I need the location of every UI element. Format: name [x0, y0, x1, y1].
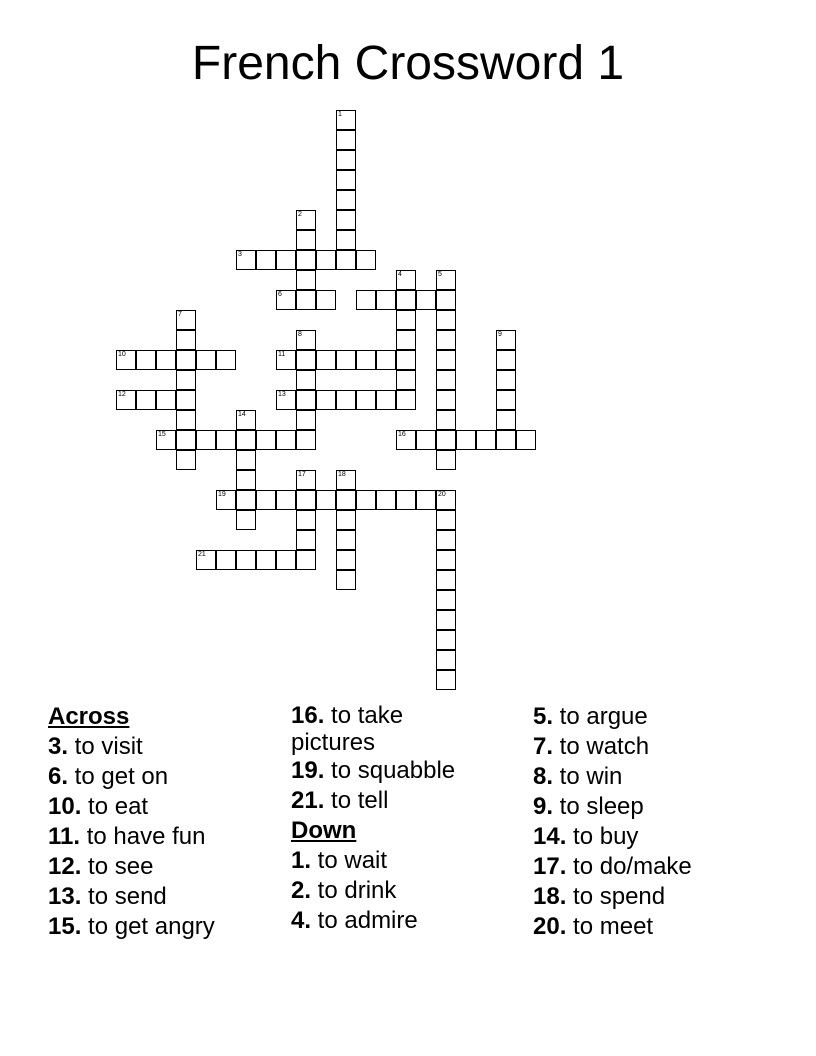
clue-7: [533, 732, 773, 762]
grid-cell[interactable]: [176, 430, 196, 450]
grid-cell[interactable]: [336, 170, 356, 190]
grid-cell[interactable]: [176, 370, 196, 390]
grid-cell[interactable]: [436, 290, 456, 310]
grid-cell[interactable]: [256, 430, 276, 450]
clue-number: 5.: [533, 703, 554, 730]
clue-text: to send: [81, 883, 167, 910]
clue-column-1: [48, 702, 278, 942]
clue-6: [48, 762, 278, 792]
grid-cell[interactable]: [276, 250, 296, 270]
clue-number: 15.: [48, 913, 82, 940]
grid-cell[interactable]: [436, 310, 456, 330]
grid-cell[interactable]: [396, 270, 416, 290]
grid-cell[interactable]: [436, 550, 456, 570]
clue-1: [291, 846, 506, 876]
grid-cell[interactable]: [336, 350, 356, 370]
clue-number-9: 9: [498, 331, 502, 338]
clue-number-11: 11: [278, 351, 286, 358]
clue-20: [533, 912, 773, 942]
clue-text: to eat: [81, 793, 149, 820]
clue-text: to spend: [566, 883, 666, 910]
grid-cell[interactable]: [336, 470, 356, 490]
grid-cell[interactable]: [176, 330, 196, 350]
grid-cell[interactable]: [336, 110, 356, 130]
clue-21: [291, 786, 506, 816]
grid-cell[interactable]: [496, 410, 516, 430]
clue-15: [48, 912, 278, 942]
grid-cell[interactable]: [436, 490, 456, 510]
clue-14: [533, 822, 773, 852]
grid-cell[interactable]: [336, 150, 356, 170]
grid-cell[interactable]: [496, 370, 516, 390]
grid-cell[interactable]: [336, 390, 356, 410]
clue-19: [291, 756, 506, 786]
clue-number: 7.: [533, 733, 554, 760]
grid-cell[interactable]: [276, 550, 296, 570]
grid-cell[interactable]: [496, 350, 516, 370]
grid-cell[interactable]: [316, 490, 336, 510]
grid-cell[interactable]: [296, 430, 316, 450]
clue-number-8: 8: [298, 331, 302, 338]
clue-11: [48, 822, 278, 852]
grid-cell[interactable]: [276, 430, 296, 450]
clue-13: [48, 882, 278, 912]
grid-cell[interactable]: [436, 330, 456, 350]
grid-cell[interactable]: [296, 510, 316, 530]
grid-cell[interactable]: [316, 290, 336, 310]
grid-cell[interactable]: [436, 610, 456, 630]
clue-number: 8.: [533, 763, 554, 790]
grid-cell[interactable]: [296, 230, 316, 250]
clue-17: [533, 852, 773, 882]
grid-cell[interactable]: [316, 350, 336, 370]
clue-text: to admire: [311, 907, 418, 934]
clue-number: 20.: [533, 913, 567, 940]
grid-cell[interactable]: [136, 350, 156, 370]
grid-cell[interactable]: [216, 550, 236, 570]
down-heading: Down: [291, 817, 357, 844]
clue-text: to tell: [324, 787, 389, 814]
clue-text: to meet: [566, 913, 654, 940]
grid-cell[interactable]: [116, 390, 136, 410]
clue-number: 13.: [48, 883, 82, 910]
grid-cell[interactable]: [436, 670, 456, 690]
clue-18: [533, 882, 773, 912]
grid-cell[interactable]: [416, 430, 436, 450]
grid-cell[interactable]: [296, 330, 316, 350]
page-title: French Crossword 1: [191, 37, 625, 90]
clue-text: to sleep: [553, 793, 644, 820]
clue-number-19: 19: [218, 491, 226, 498]
grid-cell[interactable]: [416, 490, 436, 510]
grid-cell[interactable]: [436, 570, 456, 590]
clue-number-4: 4: [398, 271, 402, 278]
grid-cell[interactable]: [496, 390, 516, 410]
clue-2: [291, 876, 506, 906]
grid-cell[interactable]: [216, 430, 236, 450]
grid-cell[interactable]: [276, 490, 296, 510]
clue-text: to wait: [311, 847, 388, 874]
grid-cell[interactable]: [336, 250, 356, 270]
clue-text: to take pictures: [291, 702, 404, 756]
clue-number-1: 1: [338, 111, 342, 118]
grid-cell[interactable]: [436, 430, 456, 450]
grid-cell[interactable]: [296, 410, 316, 430]
clue-column-3: [533, 702, 773, 942]
clue-list-col2-across: [291, 702, 506, 816]
clue-list-col3: [533, 702, 773, 942]
grid-cell[interactable]: [196, 430, 216, 450]
grid-cell[interactable]: [156, 350, 176, 370]
clue-8: [533, 762, 773, 792]
grid-cell[interactable]: [336, 230, 356, 250]
grid-cell[interactable]: [296, 270, 316, 290]
across-heading: Across: [48, 703, 130, 730]
clue-number-7: 7: [178, 311, 182, 318]
clue-number: 18.: [533, 883, 567, 910]
clue-number: 19.: [291, 757, 325, 784]
grid-cell[interactable]: [376, 290, 396, 310]
grid-cell[interactable]: [296, 390, 316, 410]
grid-cell[interactable]: [436, 350, 456, 370]
grid-cell[interactable]: [236, 550, 256, 570]
clue-number-17: 17: [298, 471, 306, 478]
grid-cell[interactable]: [296, 530, 316, 550]
grid-cell[interactable]: [396, 390, 416, 410]
grid-cell[interactable]: [356, 350, 376, 370]
grid-cell[interactable]: [296, 350, 316, 370]
grid-cell[interactable]: [296, 250, 316, 270]
clue-text: to watch: [553, 733, 650, 760]
grid-cell[interactable]: [336, 570, 356, 590]
clue-number-16: 16: [398, 431, 406, 438]
grid-cell[interactable]: [396, 490, 416, 510]
grid-cell[interactable]: [456, 430, 476, 450]
grid-cell[interactable]: [336, 550, 356, 570]
grid-cell[interactable]: [496, 430, 516, 450]
grid-cell[interactable]: [336, 490, 356, 510]
clue-number-10: 10: [118, 351, 126, 358]
grid-cell[interactable]: [276, 350, 296, 370]
clue-number: 9.: [533, 793, 554, 820]
grid-cell[interactable]: [216, 490, 236, 510]
clue-number-15: 15: [158, 431, 166, 438]
grid-cell[interactable]: [236, 490, 256, 510]
grid-cell[interactable]: [296, 490, 316, 510]
grid-cell[interactable]: [256, 550, 276, 570]
grid-cell[interactable]: [376, 390, 396, 410]
grid-cell[interactable]: [396, 310, 416, 330]
grid-cell[interactable]: [316, 250, 336, 270]
clue-9: [533, 792, 773, 822]
clue-text: to do/make: [566, 853, 692, 880]
clue-number-20: 20: [438, 491, 446, 498]
clue-list-col2-down: [291, 846, 506, 936]
grid-cell[interactable]: [196, 350, 216, 370]
grid-cell[interactable]: [336, 190, 356, 210]
clue-text: to buy: [566, 823, 639, 850]
grid-cell[interactable]: [116, 350, 136, 370]
grid-cell[interactable]: [396, 370, 416, 390]
clue-number-12: 12: [118, 391, 126, 398]
grid-cell[interactable]: [356, 250, 376, 270]
grid-cell[interactable]: [176, 350, 196, 370]
clue-number: 6.: [48, 763, 69, 790]
clue-number: 12.: [48, 853, 82, 880]
grid-cell[interactable]: [436, 650, 456, 670]
grid-cell[interactable]: [216, 350, 236, 370]
clue-4: [291, 906, 506, 936]
grid-cell[interactable]: [256, 490, 276, 510]
grid-cell[interactable]: [436, 410, 456, 430]
grid-cell[interactable]: [156, 390, 176, 410]
grid-cell[interactable]: [316, 390, 336, 410]
clue-number-14: 14: [238, 411, 246, 418]
grid-cell[interactable]: [516, 430, 536, 450]
grid-cell[interactable]: [336, 130, 356, 150]
grid-cell[interactable]: [236, 250, 256, 270]
grid-cell[interactable]: [156, 430, 176, 450]
clue-number-2: 2: [298, 211, 302, 218]
grid-cell[interactable]: [436, 510, 456, 530]
grid-cell[interactable]: [176, 450, 196, 470]
grid-cell[interactable]: [336, 510, 356, 530]
clue-number-6: 6: [278, 291, 282, 298]
grid-cell[interactable]: [436, 450, 456, 470]
grid-cell[interactable]: [336, 530, 356, 550]
clue-number-21: 21: [198, 551, 206, 558]
clue-text: to visit: [68, 733, 143, 760]
clue-list-col1: [48, 732, 278, 942]
grid-cell[interactable]: [136, 390, 156, 410]
grid-cell[interactable]: [356, 490, 376, 510]
clue-number-5: 5: [438, 271, 442, 278]
grid-cell[interactable]: [396, 290, 416, 310]
grid-cell[interactable]: [436, 270, 456, 290]
clue-text: to squabble: [324, 757, 456, 784]
grid-cell[interactable]: [396, 350, 416, 370]
grid-cell[interactable]: [176, 410, 196, 430]
clue-text: to get on: [68, 763, 169, 790]
grid-cell[interactable]: [416, 290, 436, 310]
grid-cell[interactable]: [296, 470, 316, 490]
clue-number: 14.: [533, 823, 567, 850]
clue-12: [48, 852, 278, 882]
grid-cell[interactable]: [236, 470, 256, 490]
grid-cell[interactable]: [356, 390, 376, 410]
clue-text: to win: [553, 763, 623, 790]
clue-number: 17.: [533, 853, 567, 880]
grid-cell[interactable]: [296, 210, 316, 230]
grid-cell[interactable]: [236, 450, 256, 470]
grid-cell[interactable]: [376, 350, 396, 370]
grid-cell[interactable]: [276, 290, 296, 310]
clue-number: 2.: [291, 877, 312, 904]
clue-number: 1.: [291, 847, 312, 874]
clue-number: 16.: [291, 702, 325, 729]
grid-cell[interactable]: [476, 430, 496, 450]
grid-cell[interactable]: [256, 250, 276, 270]
grid-cell[interactable]: [336, 210, 356, 230]
clue-number: 3.: [48, 733, 69, 760]
grid-cell[interactable]: [276, 390, 296, 410]
clue-text: to drink: [311, 877, 397, 904]
grid-cell[interactable]: [296, 290, 316, 310]
grid-cell[interactable]: [436, 530, 456, 550]
clue-number: 11.: [48, 823, 81, 850]
grid-cell[interactable]: [236, 430, 256, 450]
clue-5: [533, 702, 773, 732]
grid-cell[interactable]: [436, 390, 456, 410]
clue-number-13: 13: [278, 391, 286, 398]
clue-16: [291, 702, 426, 756]
grid-cell[interactable]: [296, 550, 316, 570]
grid-cell[interactable]: [496, 330, 516, 350]
grid-cell[interactable]: [356, 290, 376, 310]
clue-text: to see: [81, 853, 154, 880]
grid-cell[interactable]: [296, 370, 316, 390]
clue-column-2: [291, 702, 506, 936]
clue-text: to argue: [553, 703, 648, 730]
clue-number: 4.: [291, 907, 312, 934]
clue-number-3: 3: [238, 251, 242, 258]
clue-text: to have fun: [80, 823, 206, 850]
grid-cell[interactable]: [176, 310, 196, 330]
grid-cell[interactable]: [236, 510, 256, 530]
grid-cell[interactable]: [376, 490, 396, 510]
grid-cell[interactable]: [236, 410, 256, 430]
grid-cell[interactable]: [176, 390, 196, 410]
clue-text: to get angry: [81, 913, 215, 940]
clue-10: [48, 792, 278, 822]
clue-3: [48, 732, 278, 762]
clue-number: 21.: [291, 787, 325, 814]
grid-cell[interactable]: [436, 630, 456, 650]
grid-cell[interactable]: [436, 370, 456, 390]
grid-cell[interactable]: [396, 330, 416, 350]
clue-number-18: 18: [338, 471, 346, 478]
grid-cell[interactable]: [196, 550, 216, 570]
clue-number: 10.: [48, 793, 82, 820]
grid-cell[interactable]: [396, 430, 416, 450]
grid-cell[interactable]: [436, 590, 456, 610]
